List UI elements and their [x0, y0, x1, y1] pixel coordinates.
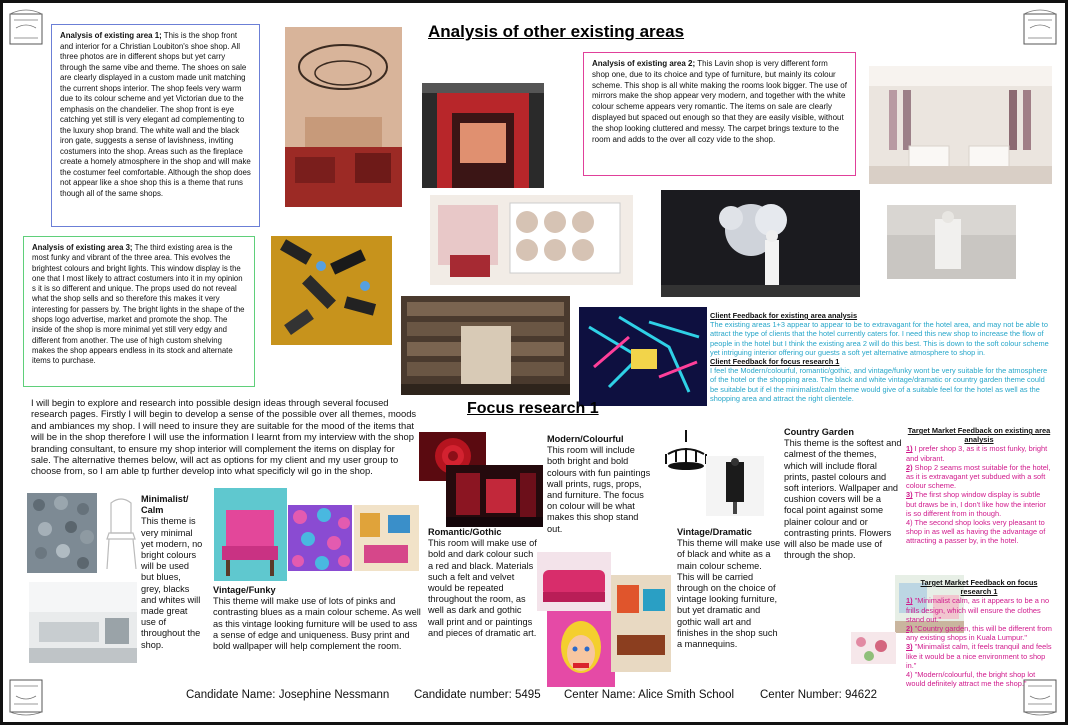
target-market-heading-2: Target Market Feedback on focus research 1	[920, 578, 1038, 597]
target-market-item-num: 3)	[906, 490, 913, 500]
target-market-item-text: Shop 2 seams most suitable for the hotel, as it is extravagant yet subdued with a soft colour scheme.	[906, 462, 1051, 491]
analysis-area-2-box	[583, 52, 856, 176]
target-market-item-text: "Minimalist calm, it feels tranquil and feels like it would be a nice environment to shop in."	[906, 642, 1052, 670]
vintage-funky-room-photo	[354, 505, 419, 571]
pop-art-portrait-photo	[547, 611, 615, 687]
client-feedback-heading-1: Client Feedback for existing area analysis	[710, 311, 858, 320]
vintage-dramatic-theme-title: Vintage/Dramatic	[677, 527, 752, 537]
minimalist-room-photo	[29, 582, 137, 663]
target-market-item	[906, 463, 1052, 491]
client-feedback-block	[710, 311, 1050, 403]
gothic-red-room-photo	[446, 465, 543, 527]
analysis-area-3-box	[23, 236, 255, 387]
funky-window-display-photo	[271, 236, 392, 345]
center-number: Center Number: 94622	[760, 689, 877, 701]
page-title: Analysis of other existing areas	[428, 22, 685, 41]
corner-ornament-icon	[1020, 8, 1060, 48]
analysis-area-2-text: This Lavin shop is very different form shop one, due to its choice and type of furniture, but mainly its colour scheme. This shop is all white making the rooms look bigger. The use of mirrors make the shop appear very modern, and together with the white colour scheme appears very romantic. The items on sale are clearly displayed but spaced out enough so that they are easily visible, without the shop looking cluttered and messy. The carpet brings texture to the room and adds to the over all cozy vide to the shop.	[592, 59, 847, 144]
target-market-item-num: 3)	[906, 642, 913, 652]
target-market-item-num: 1)	[906, 444, 913, 454]
target-market-item-text: The first shop window display is subtle but draws be in, I don't like how the interior is so different from in though.	[906, 490, 1046, 518]
country-garden-theme-body: This theme is the softest and calmest of the themes, which will include floral prints, pastel colours and soft interiors. Wallpaper and cushion covers will be a focal point against some plainer colour and or contrasting prints. Flowers will also be made use of through the shop.	[784, 438, 902, 561]
target-market-item-text: The second shop looks very pleasant to shop in as well as having the advantage of attracting a passer by, in the hotel.	[906, 518, 1046, 546]
modern-colourful-theme-body: This room will include both bright and bold colours with fun paintings wall prints, rugs, props, and furniture. The focus on colour will be what makes this shop stand out.	[547, 445, 651, 534]
minimalist-theme-body: This theme is very minimal yet modern, no bright colours will be used but blues, grey, blacks and whites will made great use of throughout the shop.	[141, 516, 203, 650]
target-market-item-num: 4)	[906, 518, 913, 528]
target-market-item-text: I prefer shop 3, as it is most funky, bright and vibrant.	[906, 444, 1048, 463]
client-feedback-text-1: The existing areas 1+3 appear to appear to be to extravagant for the hotel area, and may not be able to attract the type of clients that the hotel currently caters for. I need this new shop to increase the flow of people in the hotel but I think the existing area 2 will do this best. This is down to the soft colour scheme yet intriguing interior offering our guests a soft yet alternative atmosphere to shop in.	[710, 320, 1049, 357]
target-market-item-text: "Minimalist calm, as it appears to be a no frills design, which will ensure the clothes stand out."	[906, 596, 1050, 624]
minimalist-theme-text	[141, 494, 203, 651]
center-name: Center Name: Alice Smith School	[564, 689, 735, 701]
modern-pink-sofa-photo	[537, 552, 611, 611]
funky-shop-lights-photo	[579, 307, 707, 406]
candidate-number: Candidate number: 5495	[414, 689, 541, 701]
ghost-chair-photo	[103, 493, 140, 573]
target-market-item-text: "Modern/colourful, the bright shop lot would definitely attract me the shop."	[906, 670, 1036, 689]
target-market-item	[906, 670, 1052, 688]
modern-colourful-room-photo	[611, 575, 671, 672]
vintage-funky-theme-title: Vintage/Funky	[213, 585, 276, 595]
target-market-item	[906, 518, 1052, 546]
target-market-item-num: 1)	[906, 596, 913, 606]
vintage-funky-pink-chair-photo	[214, 488, 287, 581]
target-market-feedback-focus	[906, 578, 1052, 688]
corner-ornament-icon	[6, 676, 46, 716]
vintage-funky-theme-body: This theme will make use of lots of pinks and contrasting blues as a main colour scheme. As well as this vintage looking furniture will be used to ass a sense of edge and uniqueness. Busy print and bold wallpaper will help complement the room.	[213, 596, 421, 652]
target-market-item	[906, 444, 1052, 462]
intro-paragraph: I will begin to explore and research into possible design ideas through several focused research pages. Firstly I will begin to develop a sense of the possible over all themes, moods and ambiances my shop. I will need to insure they are suitable for the mood of the items that will be in the shop therefore I will use the information I learnt from my interview with the shop branding consultant, to ensure my shop interior will complement the items on display for sale. The alternative themes below, will act as options for my client and my user group to choose from, so I am able tp further develop into what specificly wil go in the shop.	[31, 397, 417, 477]
analysis-area-1-heading: Analysis of existing area 1;	[60, 31, 162, 40]
minimalist-texture-photo	[27, 493, 97, 573]
romantic-gothic-theme-text	[428, 527, 538, 639]
shoe-shop-front-photo	[422, 83, 544, 188]
target-market-item	[906, 596, 1052, 624]
candidate-name: Candidate Name: Josephine Nessmann	[186, 689, 390, 701]
analysis-area-1-box	[51, 24, 260, 227]
target-market-item-num: 2)	[906, 624, 913, 634]
lavin-shop-white-interior-photo	[869, 66, 1052, 184]
analysis-area-3-text: The third existing area is the most funky and vibrant of the three area. This evolves the brightest colours and bright lights. This window display is the one that I most likely to attract costumers into it in my opinion s it is so different and unique. The props used do not reveal what the shop sells and so therefore this makes it very interesting for passers by. The bright lights in the shape of the shops logo advertise, market and promote the shop. The inside of the shop is more minimal yet still very edgy and different from another. The use of high custom shelving makes the shop appears endless in its stock and alternate items to purchase.	[32, 243, 245, 366]
client-feedback-heading-2: Client Feedback for focus research 1	[710, 357, 840, 367]
funky-shop-shelving-photo	[401, 296, 570, 395]
country-garden-theme-title: Country Garden	[784, 427, 854, 437]
romantic-gothic-theme-body: This room will make use of bold and dark colour such a red and black. Materials such a felt and velvet would be repeated throughout the room, as well as dark and gothic wall print and or paintings and pieces of dramatic art.	[428, 538, 537, 638]
target-market-feedback-existing	[906, 426, 1052, 546]
target-market-item	[906, 490, 1052, 518]
vintage-dramatic-theme-body: This theme will make use of black and white as a main colour scheme. This will be carried through on the choice of vintage looking furniture, but yet dramatic and gothic wall art and finishes in the shop such a mannequins.	[677, 538, 781, 650]
country-garden-floral-photo	[851, 632, 896, 664]
focus-research-title: Focus research 1	[467, 400, 599, 417]
target-market-heading-1: Target Market Feedback on existing area analysis	[907, 426, 1051, 445]
modern-colourful-theme-text	[547, 434, 655, 535]
target-market-item-text: "Country garden, this will be different from any existing shops in Kuala Lumpur."	[906, 624, 1052, 643]
analysis-area-1-text: This is the shop front and interior for a Christian Loubiton's shoe shop. All three photos are in different shops but yet carry through the same vibe and theme. The shoes on sale are clearly displayed in a custom made unit matching the current shops interior. The shop feels very warm due to its colour scheme and yet Victorian due to the emphasis on the chandelier. The shop front is eye catching yet still is very elegant ad complementing to the luxury shop brand. The white wall and the black iron gate, suggests a sense of lavishness, inviting costumers into the shop. Areas such as the fireplace create a homely atmosphere in the shop and will make the costumer feel comfortable. Although the shop does not appear like a shoe shop this is a theme that runs though all of the same shops.	[60, 31, 251, 198]
vintage-funky-theme-text	[213, 585, 423, 652]
vintage-dramatic-theme-text	[677, 527, 781, 650]
target-market-item-num: 4)	[906, 670, 913, 680]
country-garden-theme-text	[784, 427, 902, 561]
shoe-shop-chandelier-photo	[285, 27, 402, 207]
vintage-mannequin-photo	[706, 456, 764, 516]
corner-ornament-icon	[6, 8, 46, 48]
black-chandelier-photo	[660, 430, 712, 478]
target-market-item	[906, 624, 1052, 642]
romantic-gothic-theme-title: Romantic/Gothic	[428, 527, 502, 537]
analysis-area-3-heading: Analysis of existing area 3;	[32, 243, 133, 252]
minimalist-theme-title: Minimalist/ Calm	[141, 494, 189, 516]
vintage-funky-wallpaper-photo	[288, 505, 352, 571]
target-market-item-num: 2)	[906, 462, 913, 472]
shoe-shop-interior-photo	[430, 195, 633, 285]
analysis-area-2-heading: Analysis of existing area 2;	[592, 59, 696, 68]
modern-colourful-theme-title: Modern/Colourful	[547, 434, 624, 444]
lavin-shop-window-photo	[661, 190, 860, 297]
client-feedback-text-2: I feel the Modern/colourful, romantic/gothic, and vintage/funky wont be very suitable for the atmosphere of the hotel or the shopping area. The black and white vintage/dramatic or country garden theme could be suitable but if el the minimalist/calm theme would give of a suitable feel for the hotel as well as the shopping area and attract the right clientele.	[710, 366, 1048, 403]
target-market-item	[906, 642, 1052, 670]
lavin-shop-mannequin-photo	[887, 205, 1016, 279]
